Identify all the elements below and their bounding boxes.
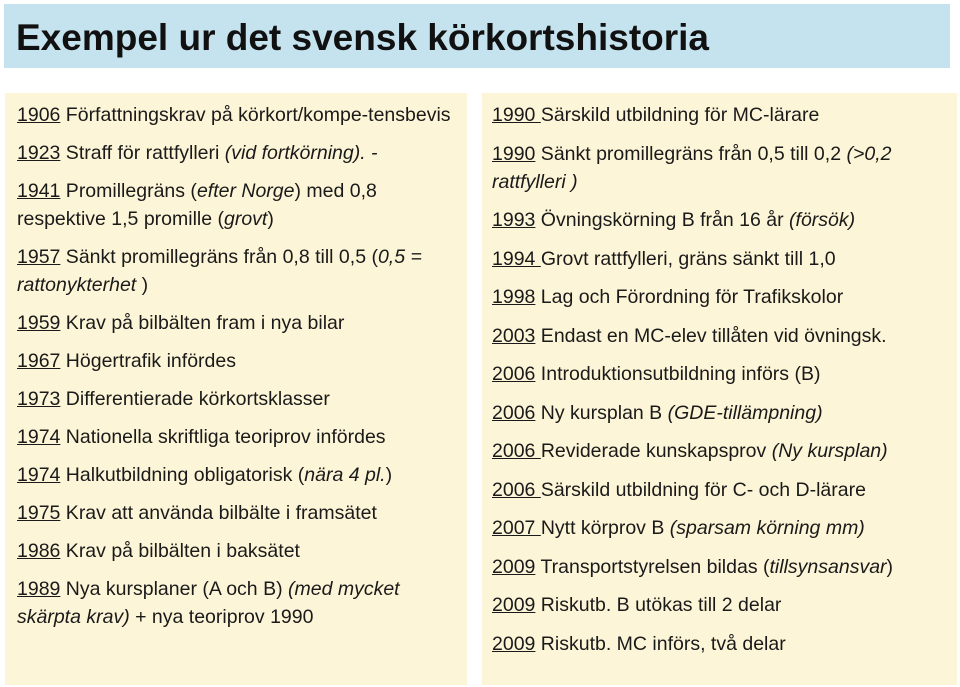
timeline-year: 1941 bbox=[17, 180, 61, 202]
timeline-year: 1993 bbox=[492, 209, 536, 231]
timeline-entry bbox=[17, 347, 459, 375]
timeline-entry bbox=[492, 283, 949, 311]
timeline-year: 1989 bbox=[17, 578, 61, 600]
timeline-entry bbox=[492, 630, 949, 658]
timeline-text: Endast en MC-elev tillåten vid övningsk. bbox=[535, 324, 887, 347]
timeline-text: (GDE-tillämpning) bbox=[667, 401, 823, 424]
timeline-year: 1906 bbox=[17, 104, 61, 126]
timeline-entry bbox=[17, 575, 459, 631]
timeline-text: Grovt rattfylleri, gräns sänkt till 1,0 bbox=[540, 247, 836, 270]
timeline-text: Författningskrav på körkort/kompe-tensbevis bbox=[60, 104, 451, 126]
timeline-text: Högertrafik infördes bbox=[60, 350, 236, 372]
timeline-entry bbox=[17, 499, 459, 527]
timeline-text: (Ny kursplan) bbox=[771, 440, 888, 462]
timeline-text: grovt bbox=[224, 208, 268, 230]
timeline-text: Ny kursplan B bbox=[535, 401, 668, 424]
timeline-year: 2003 bbox=[492, 324, 536, 347]
timeline-text: + nya teoriprov 1990 bbox=[129, 606, 314, 628]
timeline-text: ) bbox=[267, 208, 274, 230]
timeline-text: (vid fortkörning). - bbox=[224, 142, 378, 164]
timeline-year: 1973 bbox=[17, 388, 61, 410]
timeline-entry bbox=[492, 206, 949, 234]
timeline-text: ) med 0,8 respektive 1,5 promille ( bbox=[17, 180, 377, 230]
timeline-year: 2006 bbox=[492, 440, 541, 462]
timeline-entry bbox=[492, 514, 949, 542]
timeline-year: 1923 bbox=[17, 142, 61, 164]
timeline-entry bbox=[492, 553, 949, 581]
timeline-year: 2006 bbox=[492, 401, 536, 424]
timeline-text: tillsynsansvar bbox=[769, 555, 887, 578]
timeline-text: Transportstyrelsen bildas ( bbox=[535, 555, 770, 578]
timeline-text: Övningskörning B från 16 år bbox=[535, 209, 790, 231]
timeline-text: 0,5 = rattonykterhet bbox=[17, 246, 422, 296]
timeline-year: 1990 bbox=[492, 104, 541, 126]
timeline-year: 1959 bbox=[17, 312, 61, 334]
timeline-entry bbox=[492, 322, 949, 350]
timeline-year: 1967 bbox=[17, 350, 61, 372]
page-title: Exempel ur det svensk körkortshistoria bbox=[16, 17, 709, 58]
timeline-text: nära 4 pl. bbox=[304, 464, 386, 486]
timeline-entry bbox=[17, 423, 459, 451]
timeline-entry bbox=[17, 309, 459, 337]
timeline-year: 2009 bbox=[492, 555, 536, 578]
timeline-text: (sparsam körning mm) bbox=[669, 517, 865, 539]
timeline-year: 2006 bbox=[492, 478, 541, 501]
timeline-year: 2009 bbox=[492, 594, 536, 616]
timeline-entry bbox=[492, 245, 949, 273]
timeline-panel-left bbox=[5, 93, 467, 685]
timeline-panel-right bbox=[482, 93, 957, 685]
timeline-text: (försök) bbox=[789, 209, 856, 231]
timeline-year: 1974 bbox=[17, 426, 61, 448]
timeline-text: Riskutb. B utökas till 2 delar bbox=[535, 594, 782, 616]
timeline-text: Krav på bilbälten i baksätet bbox=[60, 540, 300, 562]
timeline-text: Krav att använda bilbälte i framsätet bbox=[60, 502, 377, 524]
title-banner bbox=[4, 4, 950, 68]
timeline-text: Introduktionsutbildning införs (B) bbox=[535, 363, 821, 385]
timeline-text: Riskutb. MC införs, två delar bbox=[535, 632, 786, 655]
timeline-text: ) bbox=[886, 555, 894, 578]
timeline-text: Krav på bilbälten fram i nya bilar bbox=[60, 312, 345, 334]
timeline-entry bbox=[492, 476, 949, 504]
timeline-text: (>0,2 rattfylleri ) bbox=[492, 142, 892, 193]
timeline-year: 2009 bbox=[492, 632, 536, 655]
timeline-year: 1957 bbox=[17, 246, 61, 268]
timeline-text: Nytt körprov B bbox=[540, 517, 670, 539]
timeline-year: 1994 bbox=[492, 247, 541, 270]
timeline-text: Differentierade körkortsklasser bbox=[60, 388, 330, 410]
timeline-text: ) bbox=[385, 464, 393, 486]
timeline-entry bbox=[492, 399, 949, 427]
timeline-year: 1974 bbox=[17, 464, 61, 486]
timeline-entry bbox=[17, 537, 459, 565]
timeline-entry bbox=[17, 461, 459, 489]
timeline-text: Promillegräns ( bbox=[60, 180, 197, 202]
timeline-text: Särskild utbildning för C- och D-lärare bbox=[540, 478, 866, 501]
timeline-text: (med mycket skärpta krav) bbox=[17, 578, 400, 628]
timeline-entry bbox=[17, 243, 459, 299]
timeline-entry bbox=[492, 437, 949, 465]
timeline-entry bbox=[17, 101, 459, 129]
timeline-text: Nya kursplaner (A och B) bbox=[60, 578, 288, 600]
timeline-entry bbox=[492, 360, 949, 388]
timeline-text: Reviderade kunskapsprov bbox=[540, 440, 772, 462]
timeline-entry bbox=[492, 140, 949, 196]
timeline-text: Särskild utbildning för MC-lärare bbox=[540, 104, 820, 126]
timeline-entry bbox=[492, 591, 949, 619]
timeline-year: 2006 bbox=[492, 363, 536, 385]
timeline-text: Sänkt promillegräns från 0,5 till 0,2 bbox=[535, 142, 847, 165]
timeline-entry bbox=[17, 139, 459, 167]
timeline-year: 1986 bbox=[17, 540, 61, 562]
timeline-text: Halkutbildning obligatorisk ( bbox=[60, 464, 305, 486]
timeline-year: 2007 bbox=[492, 517, 541, 539]
timeline-year: 1975 bbox=[17, 502, 61, 524]
timeline-text: Sänkt promillegräns från 0,8 till 0,5 ( bbox=[60, 246, 378, 268]
timeline-text: Lag och Förordning för Trafikskolor bbox=[535, 286, 844, 308]
timeline-year: 1998 bbox=[492, 286, 536, 308]
timeline-year: 1990 bbox=[492, 142, 536, 165]
timeline-entry bbox=[17, 385, 459, 413]
timeline-entry bbox=[17, 177, 459, 233]
timeline-entry bbox=[492, 101, 949, 129]
timeline-text: Nationella skriftliga teoriprov infördes bbox=[60, 426, 386, 448]
timeline-text: efter Norge bbox=[196, 180, 295, 202]
timeline-text: ) bbox=[136, 274, 149, 296]
timeline-text: Straff för rattfylleri bbox=[60, 142, 225, 164]
